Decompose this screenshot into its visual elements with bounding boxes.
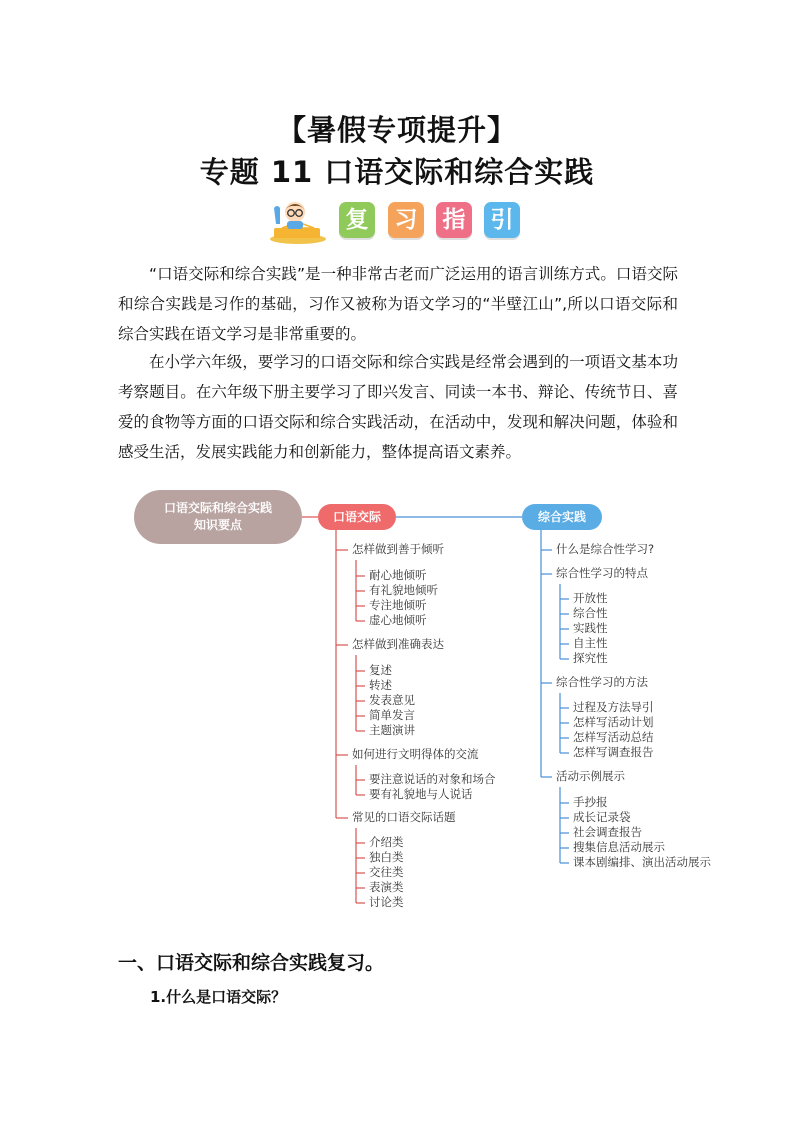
- section-heading: 一、口语交际和综合实践复习。: [118, 952, 385, 974]
- mindmap-right-item: 怎样写调查报告: [573, 745, 654, 759]
- mindmap-left-topic: 如何进行文明得体的交流: [352, 747, 479, 761]
- intro-paragraph-1: “口语交际和综合实践”是一种非常古老而广泛运用的语言训练方式。口语交际和综合实践是习作的基础，习作又被称为语文学习的“半壁江山”,所以口语交际和综合实践在语文学习是非常重要的。: [118, 265, 678, 343]
- mindmap-right-item: 搜集信息活动展示: [573, 840, 665, 854]
- mindmap-right-topic: 什么是综合性学习?: [556, 542, 655, 556]
- mindmap-right-item: 综合性: [573, 606, 608, 620]
- mindmap-right-item: 课本剧编排、演出活动展示: [573, 855, 711, 869]
- mindmap-left-item: 转述: [369, 678, 392, 692]
- mindmap-branch-oral-communication: 口语交际: [318, 504, 396, 530]
- mindmap-right-topic: 综合性学习的特点: [556, 566, 648, 580]
- mindmap-right-item: 实践性: [573, 621, 608, 635]
- mindmap-left-item: 主题演讲: [369, 723, 415, 737]
- mindmap-right-item: 过程及方法导引: [573, 700, 654, 714]
- mindmap-left-item: 讨论类: [369, 895, 404, 909]
- mindmap-right-item: 怎样写活动总结: [573, 730, 654, 744]
- mindmap-left-item: 要注意说话的对象和场合: [369, 772, 496, 786]
- mindmap-right-item: 手抄报: [573, 795, 608, 809]
- mindmap-left-item: 虚心地倾听: [369, 613, 427, 627]
- mindmap-right-topic: 活动示例展示: [556, 769, 625, 783]
- banner-tile-fu: 复: [339, 202, 375, 238]
- mindmap-right-item: 探究性: [573, 651, 608, 665]
- banner-tile-yin: 引: [484, 202, 520, 238]
- section-question: 1.什么是口语交际？: [150, 988, 287, 1006]
- mindmap-root-node: [134, 490, 302, 544]
- mindmap-left-item: 有礼貌地倾听: [369, 583, 438, 597]
- mindmap-left-item: 耐心地倾听: [369, 568, 427, 582]
- intro-paragraph-2: 在小学六年级，要学习的口语交际和综合实践是经常会遇到的一项语文基本功考察题目。在六年级下册主要学习了即兴发言、同读一本书、辩论、传统节日、喜爱的食物等方面的口语交际和综合实践活动，在活动中，发现和解决问题，体验和感受生活，发展实践能力和创新能力，整体提高语文素养。: [118, 353, 678, 461]
- mindmap-left-topic: 怎样做到善于倾听: [352, 542, 444, 556]
- banner-tile-xi: 习: [388, 202, 424, 238]
- student-reading-icon: [268, 198, 328, 244]
- document-title-line2: 专题 11 口语交际和综合实践: [199, 155, 595, 189]
- mindmap-left-item: 发表意见: [369, 693, 415, 707]
- mindmap-left-topic: 怎样做到准确表达: [352, 637, 444, 651]
- mindmap-right-item: 开放性: [573, 591, 608, 605]
- mindmap-left-item: 独白类: [369, 850, 404, 864]
- mindmap-root-label: 口语交际和综合实践 知识要点: [163, 501, 272, 532]
- mindmap-right-item: 自主性: [573, 636, 608, 650]
- mindmap-left-item: 介绍类: [369, 835, 404, 849]
- mindmap-right-topic: 综合性学习的方法: [556, 675, 648, 689]
- mindmap-left-item: 简单发言: [369, 708, 415, 722]
- mindmap-left-item: 交往类: [369, 865, 404, 879]
- mindmap-right-item: 成长记录袋: [573, 810, 631, 824]
- mindmap-left-item: 表演类: [369, 880, 404, 894]
- mindmap-branch-comprehensive-practice: 综合实践: [522, 504, 602, 530]
- mindmap-right-item: 怎样写活动计划: [573, 715, 654, 729]
- mindmap-left-item: 要有礼貌地与人说话: [369, 787, 473, 801]
- mindmap-left-item: 专注地倾听: [369, 598, 427, 612]
- mindmap-right-item: 社会调查报告: [573, 825, 642, 839]
- mindmap-left-topic: 常见的口语交际话题: [352, 810, 456, 824]
- document-title-line1: 【暑假专项提升】: [276, 113, 517, 147]
- banner-tile-zhi: 指: [436, 202, 472, 238]
- mindmap-left-item: 复述: [369, 663, 392, 677]
- knowledge-mindmap: [0, 490, 794, 920]
